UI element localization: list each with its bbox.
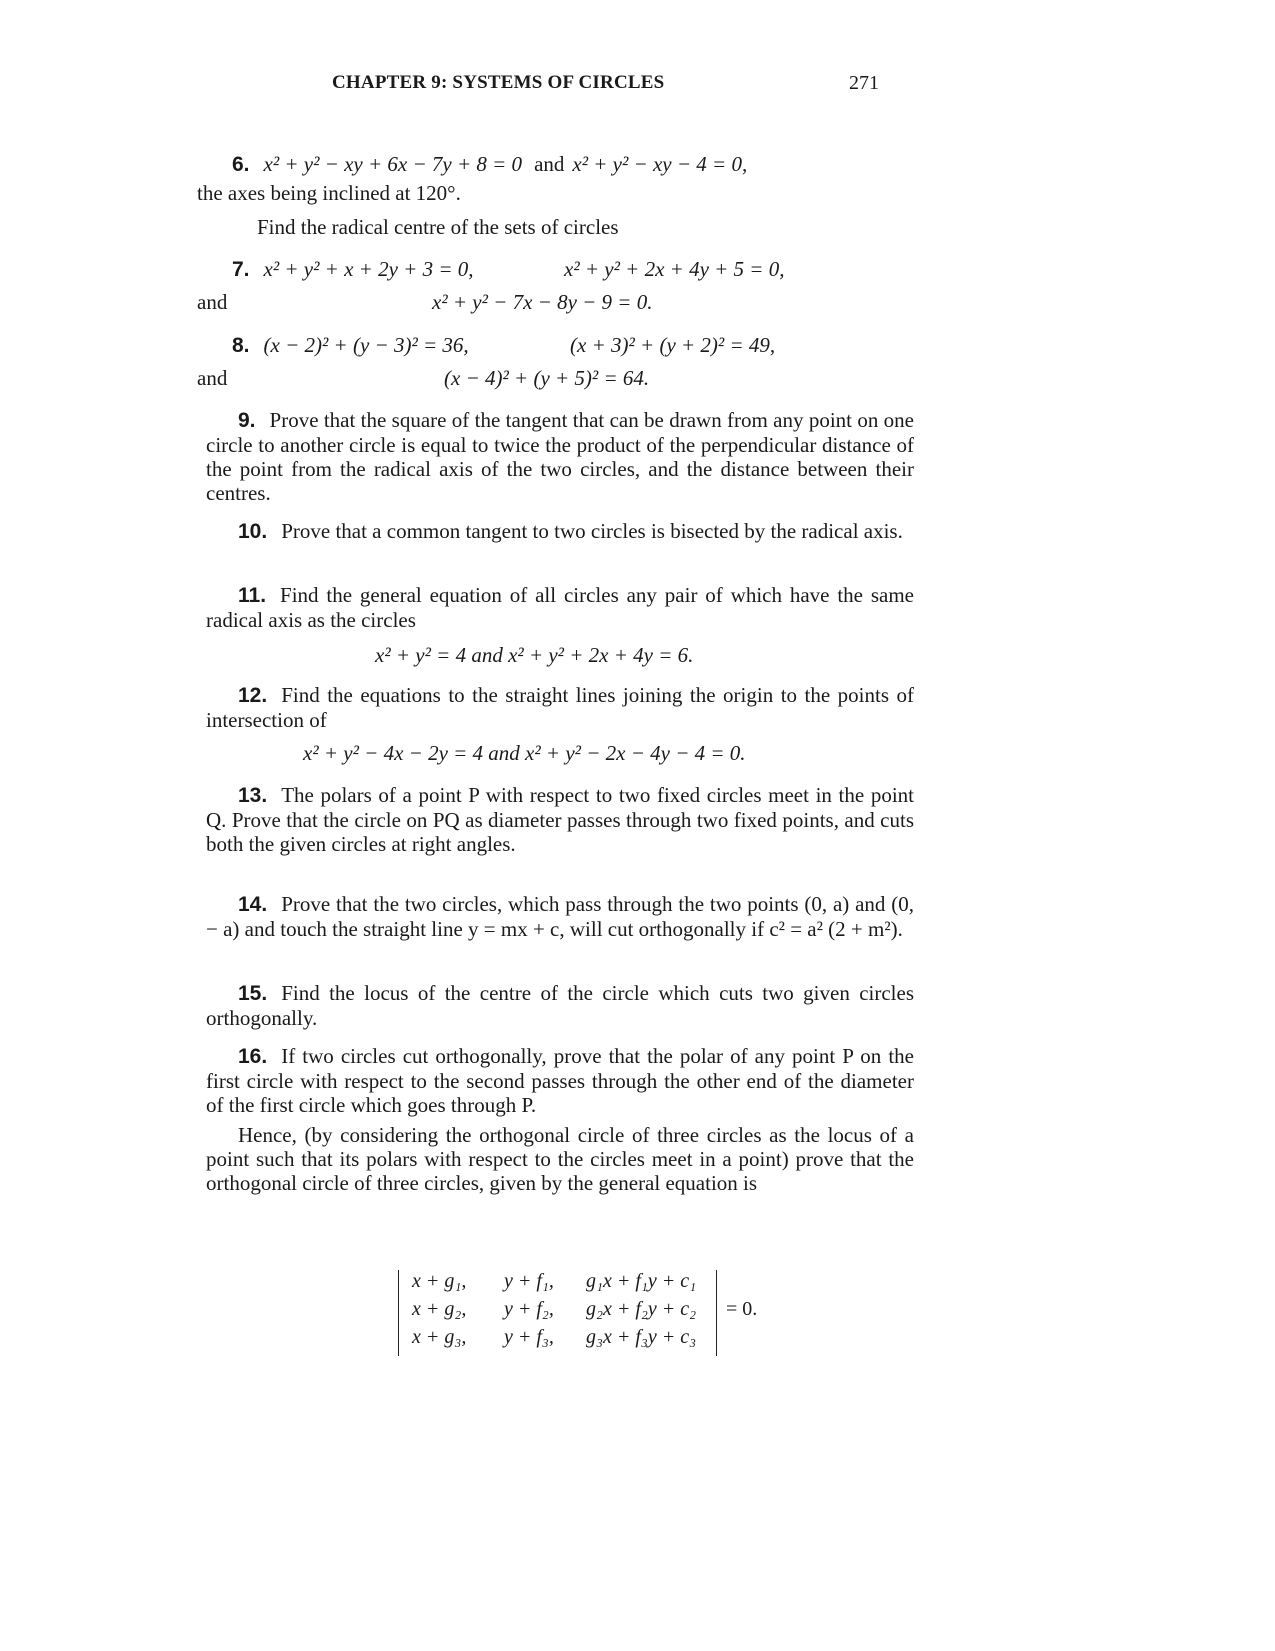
determinant-cell: g₂x + f₂y + c₂ (586, 1298, 697, 1320)
problem-text: If two circles cut orthogonally, prove that the polar of any point P on the first circle with respect to the second passes through the other end of the diameter of the first circle which goes through P. (206, 1044, 914, 1117)
and-label: and (197, 366, 228, 390)
equation: x² + y² + 2x + 4y + 5 = 0, (564, 257, 785, 281)
determinant-cell: y + f₁, (504, 1270, 554, 1292)
problem-text: Prove that the two circles, which pass through the two points (0, a) and (0, − a) and touch the straight line y = mx + c, will cut orthogonally if c² = a² (2 + m²). (206, 892, 914, 941)
problem-10 (206, 519, 914, 544)
problem-number: 6. (232, 153, 250, 176)
equation: x² + y² − 7x − 8y − 9 = 0. (432, 290, 653, 314)
equation: x² + y² + x + 2y + 3 = 0, (263, 257, 474, 281)
problem-number: 16. (238, 1045, 268, 1068)
instruction-text: Find the radical centre of the sets of circles (257, 215, 619, 239)
problem-8-line1 (232, 333, 469, 358)
equation: (x + 3)² + (y + 2)² = 49, (570, 333, 776, 357)
problem-12 (206, 683, 914, 732)
problem-15 (206, 981, 914, 1030)
problem-13 (206, 783, 914, 856)
determinant-cell: x + g₃, (412, 1326, 467, 1348)
conjunction: and (534, 152, 565, 176)
problem-number: 13. (238, 784, 268, 807)
problem-6-line1 (232, 152, 747, 177)
problem-14 (206, 892, 914, 941)
problem-number: 10. (238, 520, 268, 543)
determinant-cell: y + f₃, (504, 1326, 554, 1348)
problem-text: Find the general equation of all circles any pair of which have the same radical axis as the circles (206, 583, 914, 632)
problem-number: 11. (238, 584, 267, 607)
problem-11 (206, 583, 914, 632)
determinant-rhs: = 0. (726, 1298, 758, 1320)
equation: x² + y² = 4 and x² + y² + 2x + 4y = 6. (375, 643, 694, 667)
determinant-cell: g₁x + f₁y + c₁ (586, 1270, 697, 1292)
equation: x² + y² − xy + 6x − 7y + 8 = 0 (263, 152, 523, 176)
equation: (x − 2)² + (y − 3)² = 36, (263, 333, 469, 357)
problem-number: 9. (238, 409, 256, 432)
problem-number: 15. (238, 982, 268, 1005)
problem-16-continuation: Hence, (by considering the orthogonal circle of three circles as the locus of a point such that its polars with respect to the circles meet in a point) prove that the orthogonal circle of three circles, given by the general equation is (206, 1123, 914, 1195)
problem-number: 7. (232, 258, 250, 281)
problem-16 (206, 1044, 914, 1117)
determinant-right-bar (716, 1270, 717, 1356)
problem-number: 14. (238, 893, 268, 916)
determinant-left-bar (398, 1270, 399, 1356)
equation: x² + y² − 4x − 2y = 4 and x² + y² − 2x − 4y − 4 = 0. (303, 741, 746, 765)
problem-number: 12. (238, 684, 268, 707)
and-label: and (197, 290, 228, 314)
problem-text: Prove that a common tangent to two circles is bisected by the radical axis. (281, 519, 903, 543)
determinant-cell: y + f₂, (504, 1298, 554, 1320)
problem-text: Prove that the square of the tangent that can be drawn from any point on one circle to another circle is equal to twice the product of the perpendicular distance of the point from the radical axis of the two circles, and the distance between their centres. (206, 408, 914, 505)
problem-text: Find the equations to the straight lines joining the origin to the points of intersection of (206, 683, 914, 732)
problem-number: 8. (232, 334, 250, 357)
determinant-cell: g₃x + f₃y + c₃ (586, 1326, 697, 1348)
equation: (x − 4)² + (y + 5)² = 64. (444, 366, 650, 390)
problem-9 (206, 408, 914, 505)
determinant-cell: x + g₁, (412, 1270, 467, 1292)
problem-text: Find the locus of the centre of the circle which cuts two given circles orthogonally. (206, 981, 914, 1030)
determinant-cell: x + g₂, (412, 1298, 467, 1320)
equation: x² + y² − xy − 4 = 0, (572, 152, 748, 176)
problem-6-note: the axes being inclined at 120°. (197, 181, 461, 205)
problem-7-line1 (232, 257, 474, 282)
page-number: 271 (849, 72, 879, 94)
chapter-header: CHAPTER 9: SYSTEMS OF CIRCLES (332, 72, 665, 93)
problem-text: The polars of a point P with respect to two fixed circles meet in the point Q. Prove that the circle on PQ as diameter passes through two fixed points, and cuts both the given circles at right angles. (206, 783, 914, 856)
